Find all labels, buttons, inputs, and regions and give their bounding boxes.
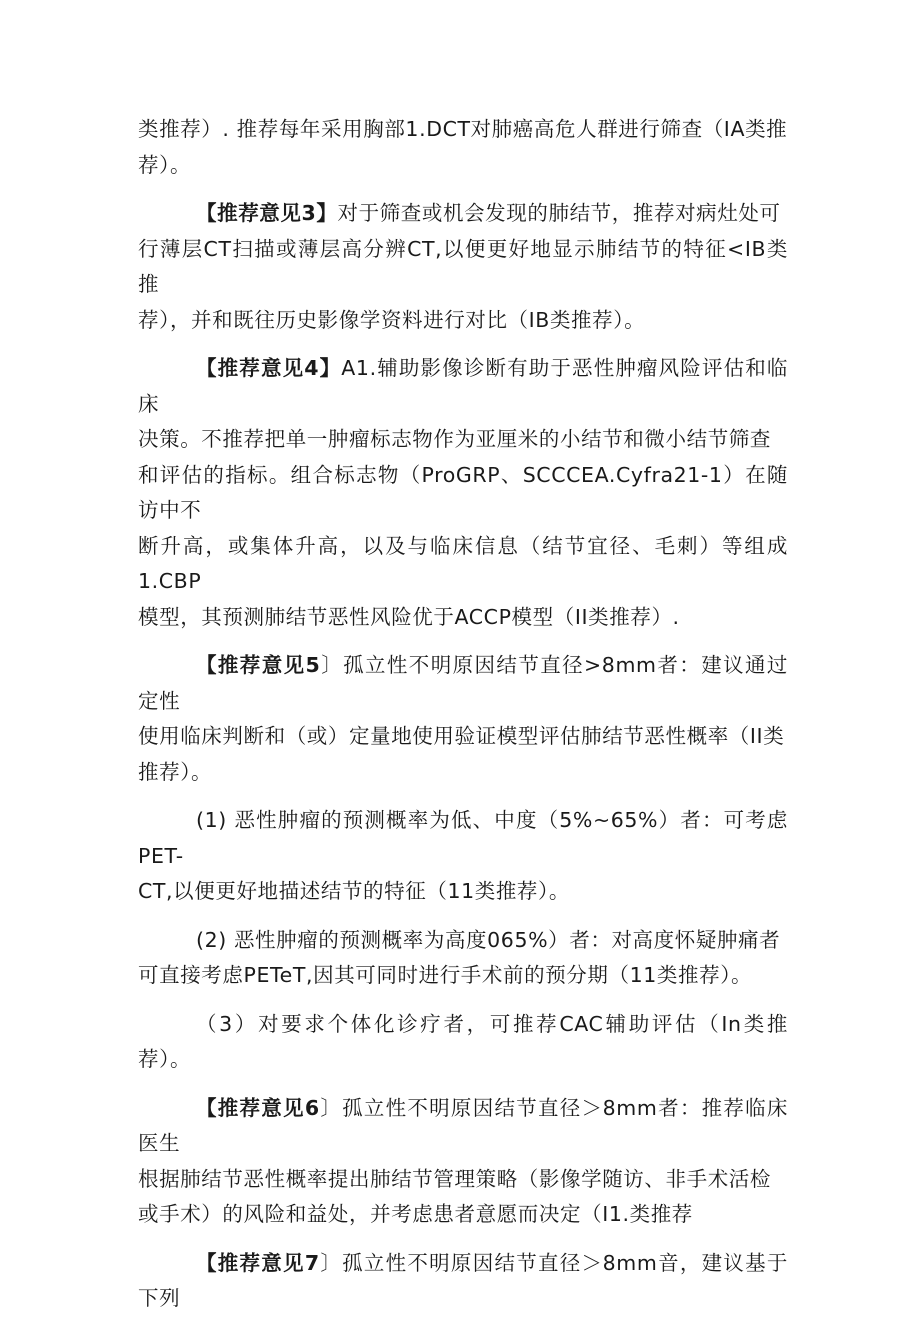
document-body	[138, 112, 788, 1330]
paragraph-item-1	[138, 803, 788, 910]
paragraph-recommendation-4	[138, 351, 788, 635]
text-line: (2) 恶性肿瘤的预测概率为高度065%）者：对高度怀疑肿痛者	[196, 927, 781, 952]
text-line: 〕孤立性不明原因结节直径＞8mm者：推荐临床医生	[138, 1095, 788, 1155]
paragraph-recommendation-5	[138, 648, 788, 790]
text-line: CT,以便更好地描述结节的特征（11类推荐）。	[138, 879, 570, 903]
recommendation-heading: 【推荐意见4】	[196, 356, 342, 380]
paragraph-recommendation-3	[138, 196, 788, 338]
text-line: 断升高，或集体升高，以及与临床信息（结节宜径、毛刺）等组成1.CBP	[138, 533, 788, 593]
paragraph-item-3	[138, 1007, 788, 1078]
text-line: 使用临床判断和（或）定量地使用验证模型评估肺结节恶性概率（II类	[138, 724, 785, 748]
text-line: 〕孤立性不明原因结节直径>8mm者：建议通过定性	[138, 653, 788, 713]
text-line: A1.辅助影像诊断有助于恶性肿瘤风险评估和临床	[138, 356, 788, 416]
recommendation-heading: 【推荐意见3】	[196, 201, 338, 225]
text-line: 行薄层CT扫描或薄层高分辨CT,以便更好地显示肺结节的特征<IB类推	[138, 236, 788, 296]
text-line: 推荐）。	[138, 759, 213, 784]
text-line: 模型，其预测肺结节恶性风险优于ACCP模型（II类推荐）.	[138, 604, 680, 629]
recommendation-heading: 【推荐意见5	[196, 653, 321, 677]
paragraph-screening-continuation	[138, 112, 788, 183]
recommendation-heading: 【推荐意见6	[196, 1095, 320, 1120]
text-line: 〕孤立性不明原因结节直径＞8mm音，建议基于下列	[138, 1250, 788, 1310]
paragraph-recommendation-7	[138, 1246, 788, 1317]
text-line: （3）对要求个体化诊疗者，可推荐CAC辅助评估（In类推荐）。	[138, 1011, 788, 1071]
text-line: 决策。不推荐把单一肿瘤标志物作为亚厘米的小结节和微小结节筛查	[138, 427, 771, 451]
text-line: 荐），并和既往历史影像学资料进行对比（IB类推荐）。	[138, 307, 646, 332]
paragraph-recommendation-6	[138, 1091, 788, 1233]
text-line: (1) 恶性肿瘤的预测概率为低、中度（5%~65%）者：可考虑PET-	[138, 808, 788, 868]
text-line: 或手术）的风险和益处，并考虑患者意愿而决定（I1.类推荐	[138, 1202, 693, 1226]
text-line: 和评估的指标。组合标志物（ProGRP、SCCCEA.Cyfra21-1）在随访中不	[138, 462, 788, 522]
text-line: 对于筛查或机会发现的肺结节，推荐对病灶处可	[337, 201, 781, 225]
text-line: 根据肺结节恶性概率提出肺结节管理策略（影像学随访、非手术活检	[138, 1166, 771, 1191]
text-line: 可直接考虑PETeT,因其可同时进行手术前的预分期（11类推荐）。	[138, 963, 753, 987]
paragraph-item-2	[138, 923, 788, 994]
text-line: 类推荐）. 推荐每年采用胸部1.DCT对肺癌高危人群进行筛查（IA类推	[138, 117, 788, 141]
recommendation-heading: 【推荐意见7	[196, 1250, 320, 1275]
text-line: 荐）。	[138, 152, 192, 177]
